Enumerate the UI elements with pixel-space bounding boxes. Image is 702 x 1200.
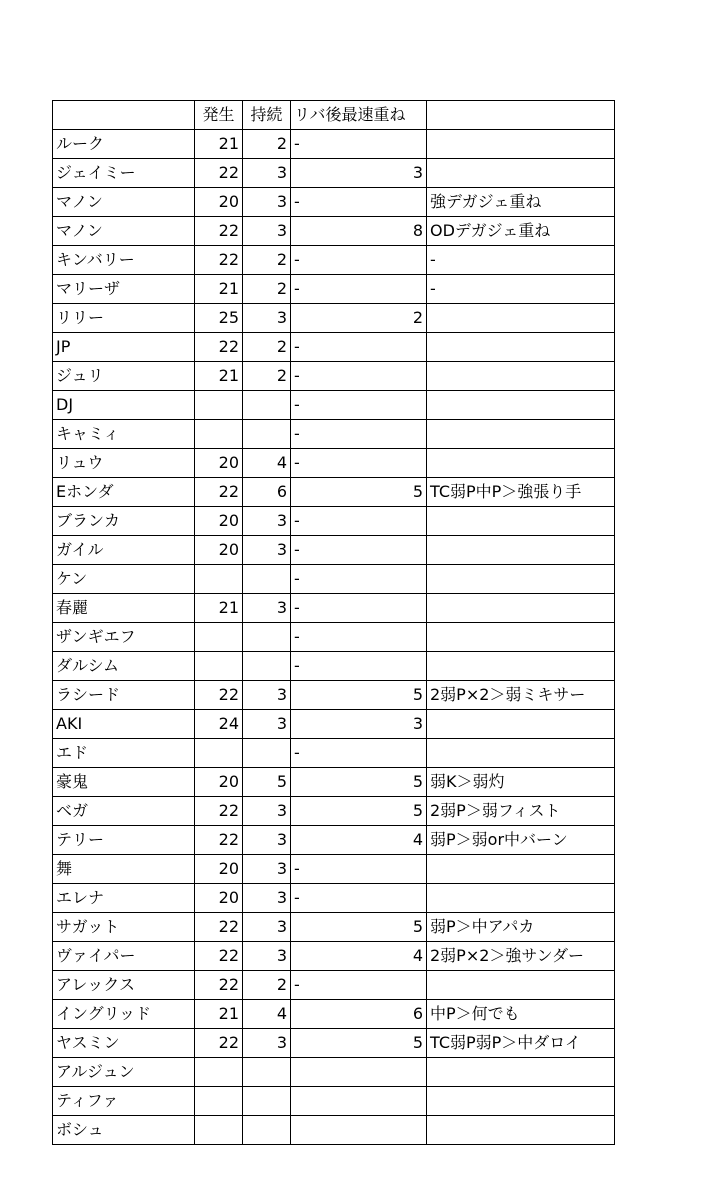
hassei-cell: 25 (195, 304, 243, 333)
saisoku-cell: 8 (291, 217, 427, 246)
note-cell (427, 333, 615, 362)
hassei-cell: 22 (195, 797, 243, 826)
hassei-cell: 22 (195, 1029, 243, 1058)
note-cell: - (427, 246, 615, 275)
saisoku-cell: 5 (291, 1029, 427, 1058)
table-row (53, 478, 615, 507)
character-name-cell: 春麗 (53, 594, 195, 623)
table-row (53, 188, 615, 217)
jizoku-cell: 3 (243, 304, 291, 333)
table-row (53, 681, 615, 710)
character-name-cell: ジェイミー (53, 159, 195, 188)
table-row (53, 246, 615, 275)
hassei-cell: 21 (195, 1000, 243, 1029)
hassei-cell (195, 623, 243, 652)
saisoku-cell (291, 1058, 427, 1087)
character-name-cell: Eホンダ (53, 478, 195, 507)
jizoku-cell (243, 623, 291, 652)
character-name-cell: ガイル (53, 536, 195, 565)
note-cell: 2弱P×2＞弱ミキサー (427, 681, 615, 710)
saisoku-cell (291, 1116, 427, 1145)
saisoku-cell: - (291, 391, 427, 420)
character-name-cell: イングリッド (53, 1000, 195, 1029)
saisoku-cell: - (291, 333, 427, 362)
saisoku-cell: 3 (291, 710, 427, 739)
table-row (53, 217, 615, 246)
saisoku-cell: 2 (291, 304, 427, 333)
character-name-cell: キャミィ (53, 420, 195, 449)
jizoku-cell: 3 (243, 913, 291, 942)
character-name-cell: ボシュ (53, 1116, 195, 1145)
note-cell (427, 971, 615, 1000)
jizoku-cell: 3 (243, 797, 291, 826)
note-cell (427, 536, 615, 565)
jizoku-cell: 3 (243, 710, 291, 739)
note-cell: TC弱P中P＞強張り手 (427, 478, 615, 507)
hassei-cell: 21 (195, 275, 243, 304)
header-hassei: 発生 (195, 101, 243, 130)
hassei-cell: 21 (195, 362, 243, 391)
note-cell (427, 739, 615, 768)
table-row (53, 942, 615, 971)
saisoku-cell: 5 (291, 478, 427, 507)
jizoku-cell: 6 (243, 478, 291, 507)
jizoku-cell: 3 (243, 942, 291, 971)
character-name-cell: ルーク (53, 130, 195, 159)
jizoku-cell: 4 (243, 449, 291, 478)
table-row (53, 159, 615, 188)
hassei-cell: 22 (195, 246, 243, 275)
header-jizoku: 持続 (243, 101, 291, 130)
jizoku-cell (243, 739, 291, 768)
note-cell (427, 159, 615, 188)
jizoku-cell (243, 420, 291, 449)
saisoku-cell: - (291, 565, 427, 594)
saisoku-cell: - (291, 536, 427, 565)
table-row (53, 333, 615, 362)
saisoku-cell: 5 (291, 768, 427, 797)
note-cell (427, 391, 615, 420)
saisoku-cell: - (291, 362, 427, 391)
hassei-cell: 20 (195, 768, 243, 797)
table-row (53, 739, 615, 768)
saisoku-cell: - (291, 246, 427, 275)
jizoku-cell: 2 (243, 971, 291, 1000)
saisoku-cell: - (291, 130, 427, 159)
character-name-cell: ザンギエフ (53, 623, 195, 652)
table-row (53, 826, 615, 855)
saisoku-cell: - (291, 594, 427, 623)
hassei-cell: 22 (195, 217, 243, 246)
character-name-cell: DJ (53, 391, 195, 420)
hassei-cell: 22 (195, 826, 243, 855)
note-cell: 弱K＞弱灼 (427, 768, 615, 797)
character-name-cell: ジュリ (53, 362, 195, 391)
saisoku-cell: - (291, 507, 427, 536)
saisoku-cell: 5 (291, 681, 427, 710)
saisoku-cell: - (291, 275, 427, 304)
jizoku-cell (243, 391, 291, 420)
character-name-cell: ティファ (53, 1087, 195, 1116)
character-name-cell: キンバリー (53, 246, 195, 275)
table-row (53, 1116, 615, 1145)
jizoku-cell (243, 1116, 291, 1145)
character-name-cell: マリーザ (53, 275, 195, 304)
character-name-cell: アレックス (53, 971, 195, 1000)
hassei-cell: 24 (195, 710, 243, 739)
table-row (53, 768, 615, 797)
saisoku-cell (291, 1087, 427, 1116)
table-row (53, 304, 615, 333)
table-row (53, 1087, 615, 1116)
note-cell: ODデガジェ重ね (427, 217, 615, 246)
jizoku-cell: 3 (243, 536, 291, 565)
hassei-cell: 20 (195, 884, 243, 913)
saisoku-cell: 6 (291, 1000, 427, 1029)
saisoku-cell: 4 (291, 942, 427, 971)
character-name-cell: ヴァイパー (53, 942, 195, 971)
note-cell: 中P＞何でも (427, 1000, 615, 1029)
character-name-cell: エド (53, 739, 195, 768)
saisoku-cell: - (291, 188, 427, 217)
note-cell (427, 652, 615, 681)
table-body (53, 101, 615, 1145)
hassei-cell: 21 (195, 594, 243, 623)
jizoku-cell (243, 652, 291, 681)
note-cell (427, 1087, 615, 1116)
table-row (53, 362, 615, 391)
hassei-cell: 22 (195, 971, 243, 1000)
jizoku-cell (243, 1058, 291, 1087)
note-cell: TC弱P弱P＞中ダロイ (427, 1029, 615, 1058)
character-name-cell: リリー (53, 304, 195, 333)
table-row (53, 565, 615, 594)
note-cell (427, 565, 615, 594)
jizoku-cell: 2 (243, 275, 291, 304)
saisoku-cell: - (291, 739, 427, 768)
hassei-cell: 20 (195, 188, 243, 217)
frame-data-table (52, 100, 615, 1145)
jizoku-cell: 4 (243, 1000, 291, 1029)
character-name-cell: マノン (53, 217, 195, 246)
note-cell (427, 1116, 615, 1145)
hassei-cell (195, 565, 243, 594)
jizoku-cell: 3 (243, 507, 291, 536)
jizoku-cell: 3 (243, 884, 291, 913)
table-row (53, 884, 615, 913)
note-cell (427, 507, 615, 536)
table-row (53, 797, 615, 826)
table-row (53, 1029, 615, 1058)
hassei-cell (195, 391, 243, 420)
hassei-cell: 20 (195, 449, 243, 478)
table-row (53, 710, 615, 739)
jizoku-cell (243, 565, 291, 594)
table-row (53, 623, 615, 652)
character-name-cell: ベガ (53, 797, 195, 826)
note-cell (427, 304, 615, 333)
note-cell (427, 884, 615, 913)
table-row (53, 1000, 615, 1029)
hassei-cell: 22 (195, 333, 243, 362)
jizoku-cell: 3 (243, 826, 291, 855)
character-name-cell: ブランカ (53, 507, 195, 536)
table-row (53, 507, 615, 536)
saisoku-cell: - (291, 449, 427, 478)
table-row (53, 855, 615, 884)
jizoku-cell: 5 (243, 768, 291, 797)
note-cell (427, 623, 615, 652)
note-cell (427, 594, 615, 623)
character-name-cell: エレナ (53, 884, 195, 913)
hassei-cell (195, 652, 243, 681)
character-name-cell: JP (53, 333, 195, 362)
character-name-cell: リュウ (53, 449, 195, 478)
hassei-cell: 22 (195, 159, 243, 188)
hassei-cell: 20 (195, 855, 243, 884)
jizoku-cell: 3 (243, 188, 291, 217)
table-row (53, 594, 615, 623)
table-row (53, 971, 615, 1000)
character-name-cell: テリー (53, 826, 195, 855)
jizoku-cell: 2 (243, 362, 291, 391)
note-cell: 2弱P＞弱フィスト (427, 797, 615, 826)
hassei-cell: 21 (195, 130, 243, 159)
note-cell (427, 710, 615, 739)
character-name-cell: ヤスミン (53, 1029, 195, 1058)
hassei-cell: 20 (195, 536, 243, 565)
hassei-cell (195, 1087, 243, 1116)
note-cell: 弱P＞弱or中バーン (427, 826, 615, 855)
hassei-cell: 22 (195, 913, 243, 942)
hassei-cell (195, 420, 243, 449)
header-row (53, 101, 615, 130)
saisoku-cell: 5 (291, 913, 427, 942)
character-name-cell: ラシード (53, 681, 195, 710)
table-row (53, 913, 615, 942)
table-row (53, 652, 615, 681)
jizoku-cell: 2 (243, 333, 291, 362)
character-name-cell: マノン (53, 188, 195, 217)
table-row (53, 536, 615, 565)
note-cell (427, 420, 615, 449)
saisoku-cell: 3 (291, 159, 427, 188)
table-row (53, 130, 615, 159)
character-name-cell: ダルシム (53, 652, 195, 681)
header-name (53, 101, 195, 130)
note-cell: 2弱P×2＞強サンダー (427, 942, 615, 971)
note-cell (427, 855, 615, 884)
table-row (53, 449, 615, 478)
jizoku-cell: 3 (243, 855, 291, 884)
saisoku-cell: 5 (291, 797, 427, 826)
note-cell: 弱P＞中アパカ (427, 913, 615, 942)
header-note (427, 101, 615, 130)
table-row (53, 275, 615, 304)
hassei-cell: 22 (195, 942, 243, 971)
saisoku-cell: - (291, 420, 427, 449)
note-cell: 強デガジェ重ね (427, 188, 615, 217)
note-cell (427, 362, 615, 391)
saisoku-cell: - (291, 971, 427, 1000)
jizoku-cell: 3 (243, 159, 291, 188)
character-name-cell: 豪鬼 (53, 768, 195, 797)
note-cell: - (427, 275, 615, 304)
hassei-cell (195, 1116, 243, 1145)
character-name-cell: アルジュン (53, 1058, 195, 1087)
saisoku-cell: - (291, 855, 427, 884)
note-cell (427, 449, 615, 478)
jizoku-cell: 2 (243, 130, 291, 159)
table-row (53, 420, 615, 449)
hassei-cell (195, 739, 243, 768)
table-row (53, 1058, 615, 1087)
note-cell (427, 130, 615, 159)
header-saisoku: リバ後最速重ね (291, 101, 427, 130)
hassei-cell: 22 (195, 478, 243, 507)
saisoku-cell: - (291, 652, 427, 681)
jizoku-cell: 3 (243, 217, 291, 246)
hassei-cell: 20 (195, 507, 243, 536)
character-name-cell: ケン (53, 565, 195, 594)
character-name-cell: サガット (53, 913, 195, 942)
jizoku-cell: 3 (243, 1029, 291, 1058)
saisoku-cell: 4 (291, 826, 427, 855)
jizoku-cell (243, 1087, 291, 1116)
saisoku-cell: - (291, 623, 427, 652)
saisoku-cell: - (291, 884, 427, 913)
hassei-cell: 22 (195, 681, 243, 710)
jizoku-cell: 3 (243, 594, 291, 623)
table-row (53, 391, 615, 420)
jizoku-cell: 2 (243, 246, 291, 275)
character-name-cell: AKI (53, 710, 195, 739)
jizoku-cell: 3 (243, 681, 291, 710)
hassei-cell (195, 1058, 243, 1087)
note-cell (427, 1058, 615, 1087)
character-name-cell: 舞 (53, 855, 195, 884)
